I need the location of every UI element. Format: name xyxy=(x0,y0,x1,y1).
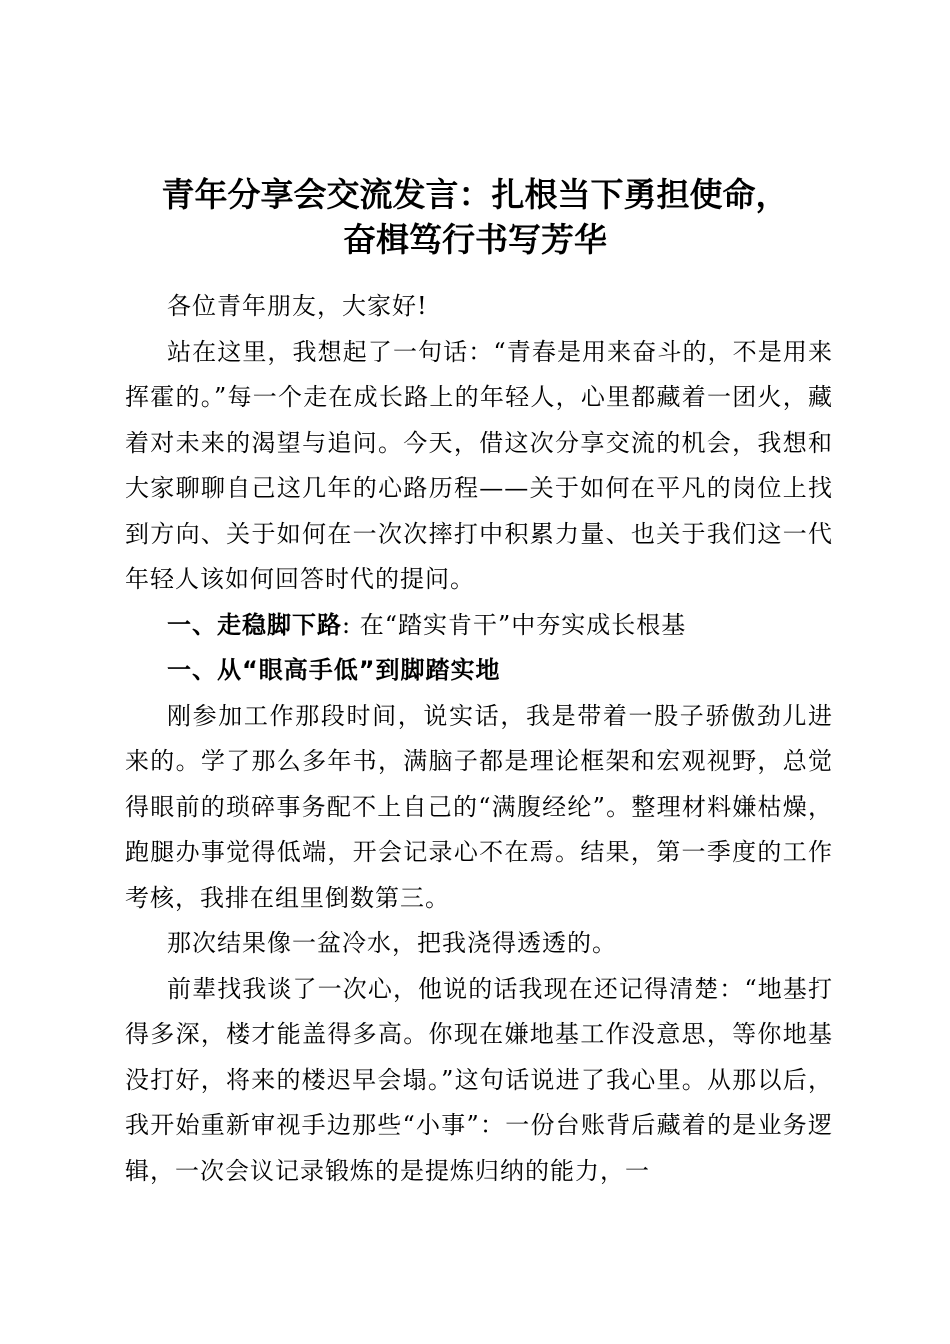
section-heading-1 xyxy=(125,603,833,649)
subsection-heading-1: 一、从“眼高手低”到脚踏实地 xyxy=(167,656,501,684)
section-heading-1-rest: : 在“踏实肯干”中夯实成长根基 xyxy=(342,610,687,639)
document-title-line1: 青年分享会交流发言：扎根当下勇担使命， xyxy=(161,175,789,214)
paragraph-4: 前辈找我谈了一次心，他说的话我现在还记得清楚：“地基打得多深，楼才能盖得多高。你现在嫌地基工作没意思，等你地基没打好，将来的楼迟早会塌。”这句话说进了我心里。从那以后，我开始重新审视手边那些“小事”：一份台账背后藏着的是业务逻辑，一次会议记录锻炼的是提炼归纳的能力，一 xyxy=(125,974,833,1185)
section-heading-1-label: 一、走稳脚下路 xyxy=(167,610,342,639)
greeting: 各位青年朋友，大家好! xyxy=(167,292,428,320)
document-title-line2: 奋楫笃行书写芳华 xyxy=(343,220,607,259)
paragraph-2: 刚参加工作那段时间，说实话，我是带着一股子骄傲劲儿进来的。学了那么多年书，满脑子都是理论框架和宏观视野，总觉得眼前的琐碎事务配不上自己的“满腹经纶”。整理材料嫌枯燥，跑腿办事觉得低端，开会记录心不在焉。结果，第一季度的工作考核，我排在组里倒数第三。 xyxy=(125,701,833,912)
paragraph-1: 站在这里，我想起了一句话：“青春是用来奋斗的，不是用来挥霍的。”每一个走在成长路上的年轻人，心里都藏着一团火，藏着对未来的渴望与追问。今天，借这次分享交流的机会，我想和大家聊聊自己这几年的心路历程——关于如何在平凡的岗位上找到方向、关于如何在一次次摔打中积累力量、也关于我们这一代年轻人该如何回答时代的提问。 xyxy=(125,337,833,593)
paragraph-3: 那次结果像一盆冷水，把我浇得透透的。 xyxy=(167,929,617,957)
document-body xyxy=(125,284,833,1194)
